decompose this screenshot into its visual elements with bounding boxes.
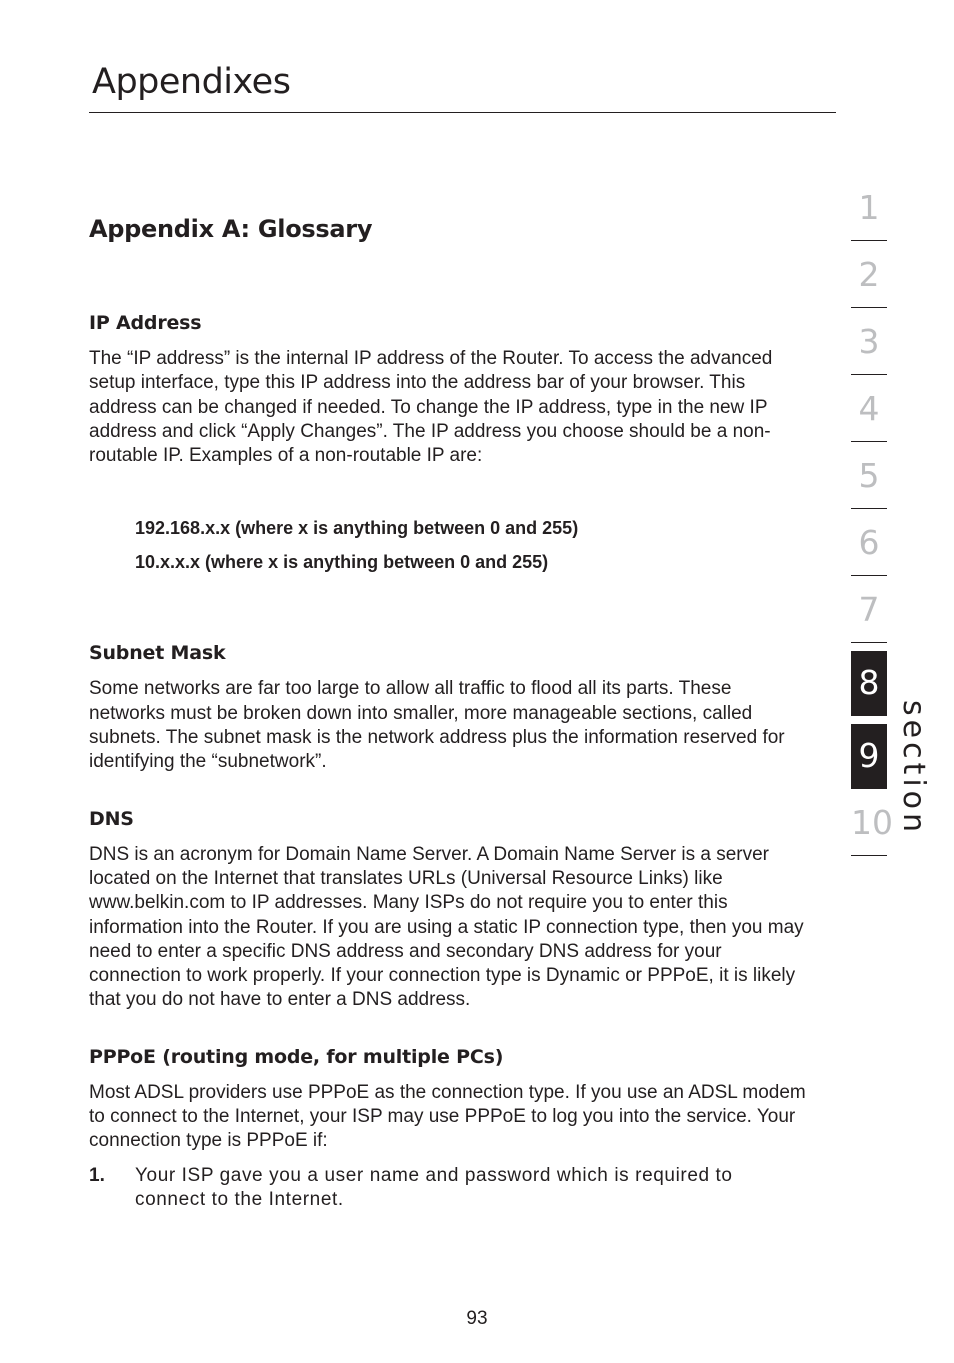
term-definition: DNS is an acronym for Domain Name Server. A Domain Name Server is a server located on the Internet that translates URLs (Universal Resource Links) like www.belkin.com to IP addresses. Many ISPs do not require you to enter this information into the Router. If you are using a static IP connection type, then you may need to enter a specific DNS address and secondary DNS address for your connection to work properly. If your connection type is Dynamic or PPPoE, it is likely that you do not have to enter a DNS address. [89, 843, 804, 1011]
ip-examples [135, 511, 809, 579]
section-label: section [896, 700, 931, 837]
term-definition: Some networks are far too large to allow all traffic to flood all its parts. These networks must be broken down into smaller, more manageable sections, called subnets. The subnet mask is the network address plus the information reserved for identifying the “subnetwork”. [89, 678, 785, 773]
page-content [89, 212, 809, 1212]
ip-example: 10.x.x.x (where x is anything between 0 and 255) [135, 552, 549, 573]
glossary-entry-subnet-mask [89, 640, 809, 774]
tab-label: 10 [851, 803, 893, 842]
glossary-entry-pppoe [89, 1044, 809, 1212]
item-text: Your ISP gave you a user name and password which is required to connect to the Internet. [135, 1164, 733, 1210]
tab-label: 8 [858, 663, 880, 702]
tab-label: 6 [858, 523, 880, 562]
section-tab-2[interactable] [851, 243, 887, 308]
tab-label: 3 [858, 322, 880, 361]
section-tab-10[interactable] [851, 791, 893, 856]
glossary-entry-ip-address [89, 310, 809, 579]
term-definition: Most ADSL providers use PPPoE as the connection type. If you use an ADSL modem to connect to the Internet, your ISP may use PPPoE to log you into the service. Your connection type is PPPoE if: [89, 1081, 806, 1152]
ip-example: 192.168.x.x (where x is anything between 0 and 255) [135, 518, 579, 539]
term-heading: PPPoE (routing mode, for multiple PCs) [89, 1045, 504, 1068]
page-number: 93 [466, 1308, 488, 1329]
appendix-title: Appendix A: Glossary [89, 215, 373, 243]
section-tab-6[interactable] [851, 511, 887, 576]
page-header-title: Appendixes [92, 62, 291, 102]
tab-label: 1 [858, 188, 880, 227]
tab-label: 7 [858, 590, 880, 629]
tab-label: 5 [858, 456, 880, 495]
header-divider [89, 112, 836, 113]
tab-label: 2 [858, 255, 880, 294]
term-definition: The “IP address” is the internal IP address of the Router. To access the advanced setup interface, type this IP address into the address bar of your browser. This address can be changed if needed. To change the IP address, type in the new IP address and click “Apply Changes”. The IP address you choose should be a non-routable IP. Examples of a non-routable IP are: [89, 348, 773, 467]
term-heading: IP Address [89, 312, 202, 334]
section-tab-1[interactable] [851, 176, 887, 241]
term-heading: Subnet Mask [89, 642, 226, 665]
section-tab-7[interactable] [851, 578, 887, 643]
section-tab-8[interactable] [851, 651, 887, 716]
tab-label: 4 [858, 389, 880, 428]
term-heading: DNS [89, 807, 134, 830]
item-number: 1. [89, 1164, 105, 1186]
section-tab-3[interactable] [851, 310, 887, 375]
tab-label: 9 [858, 736, 880, 775]
numbered-item [89, 1164, 809, 1213]
section-tab-4[interactable] [851, 377, 887, 442]
glossary-entry-dns [89, 806, 809, 1013]
section-tab-5[interactable] [851, 444, 887, 509]
section-tab-9[interactable] [851, 724, 887, 789]
section-tabs [851, 176, 893, 858]
